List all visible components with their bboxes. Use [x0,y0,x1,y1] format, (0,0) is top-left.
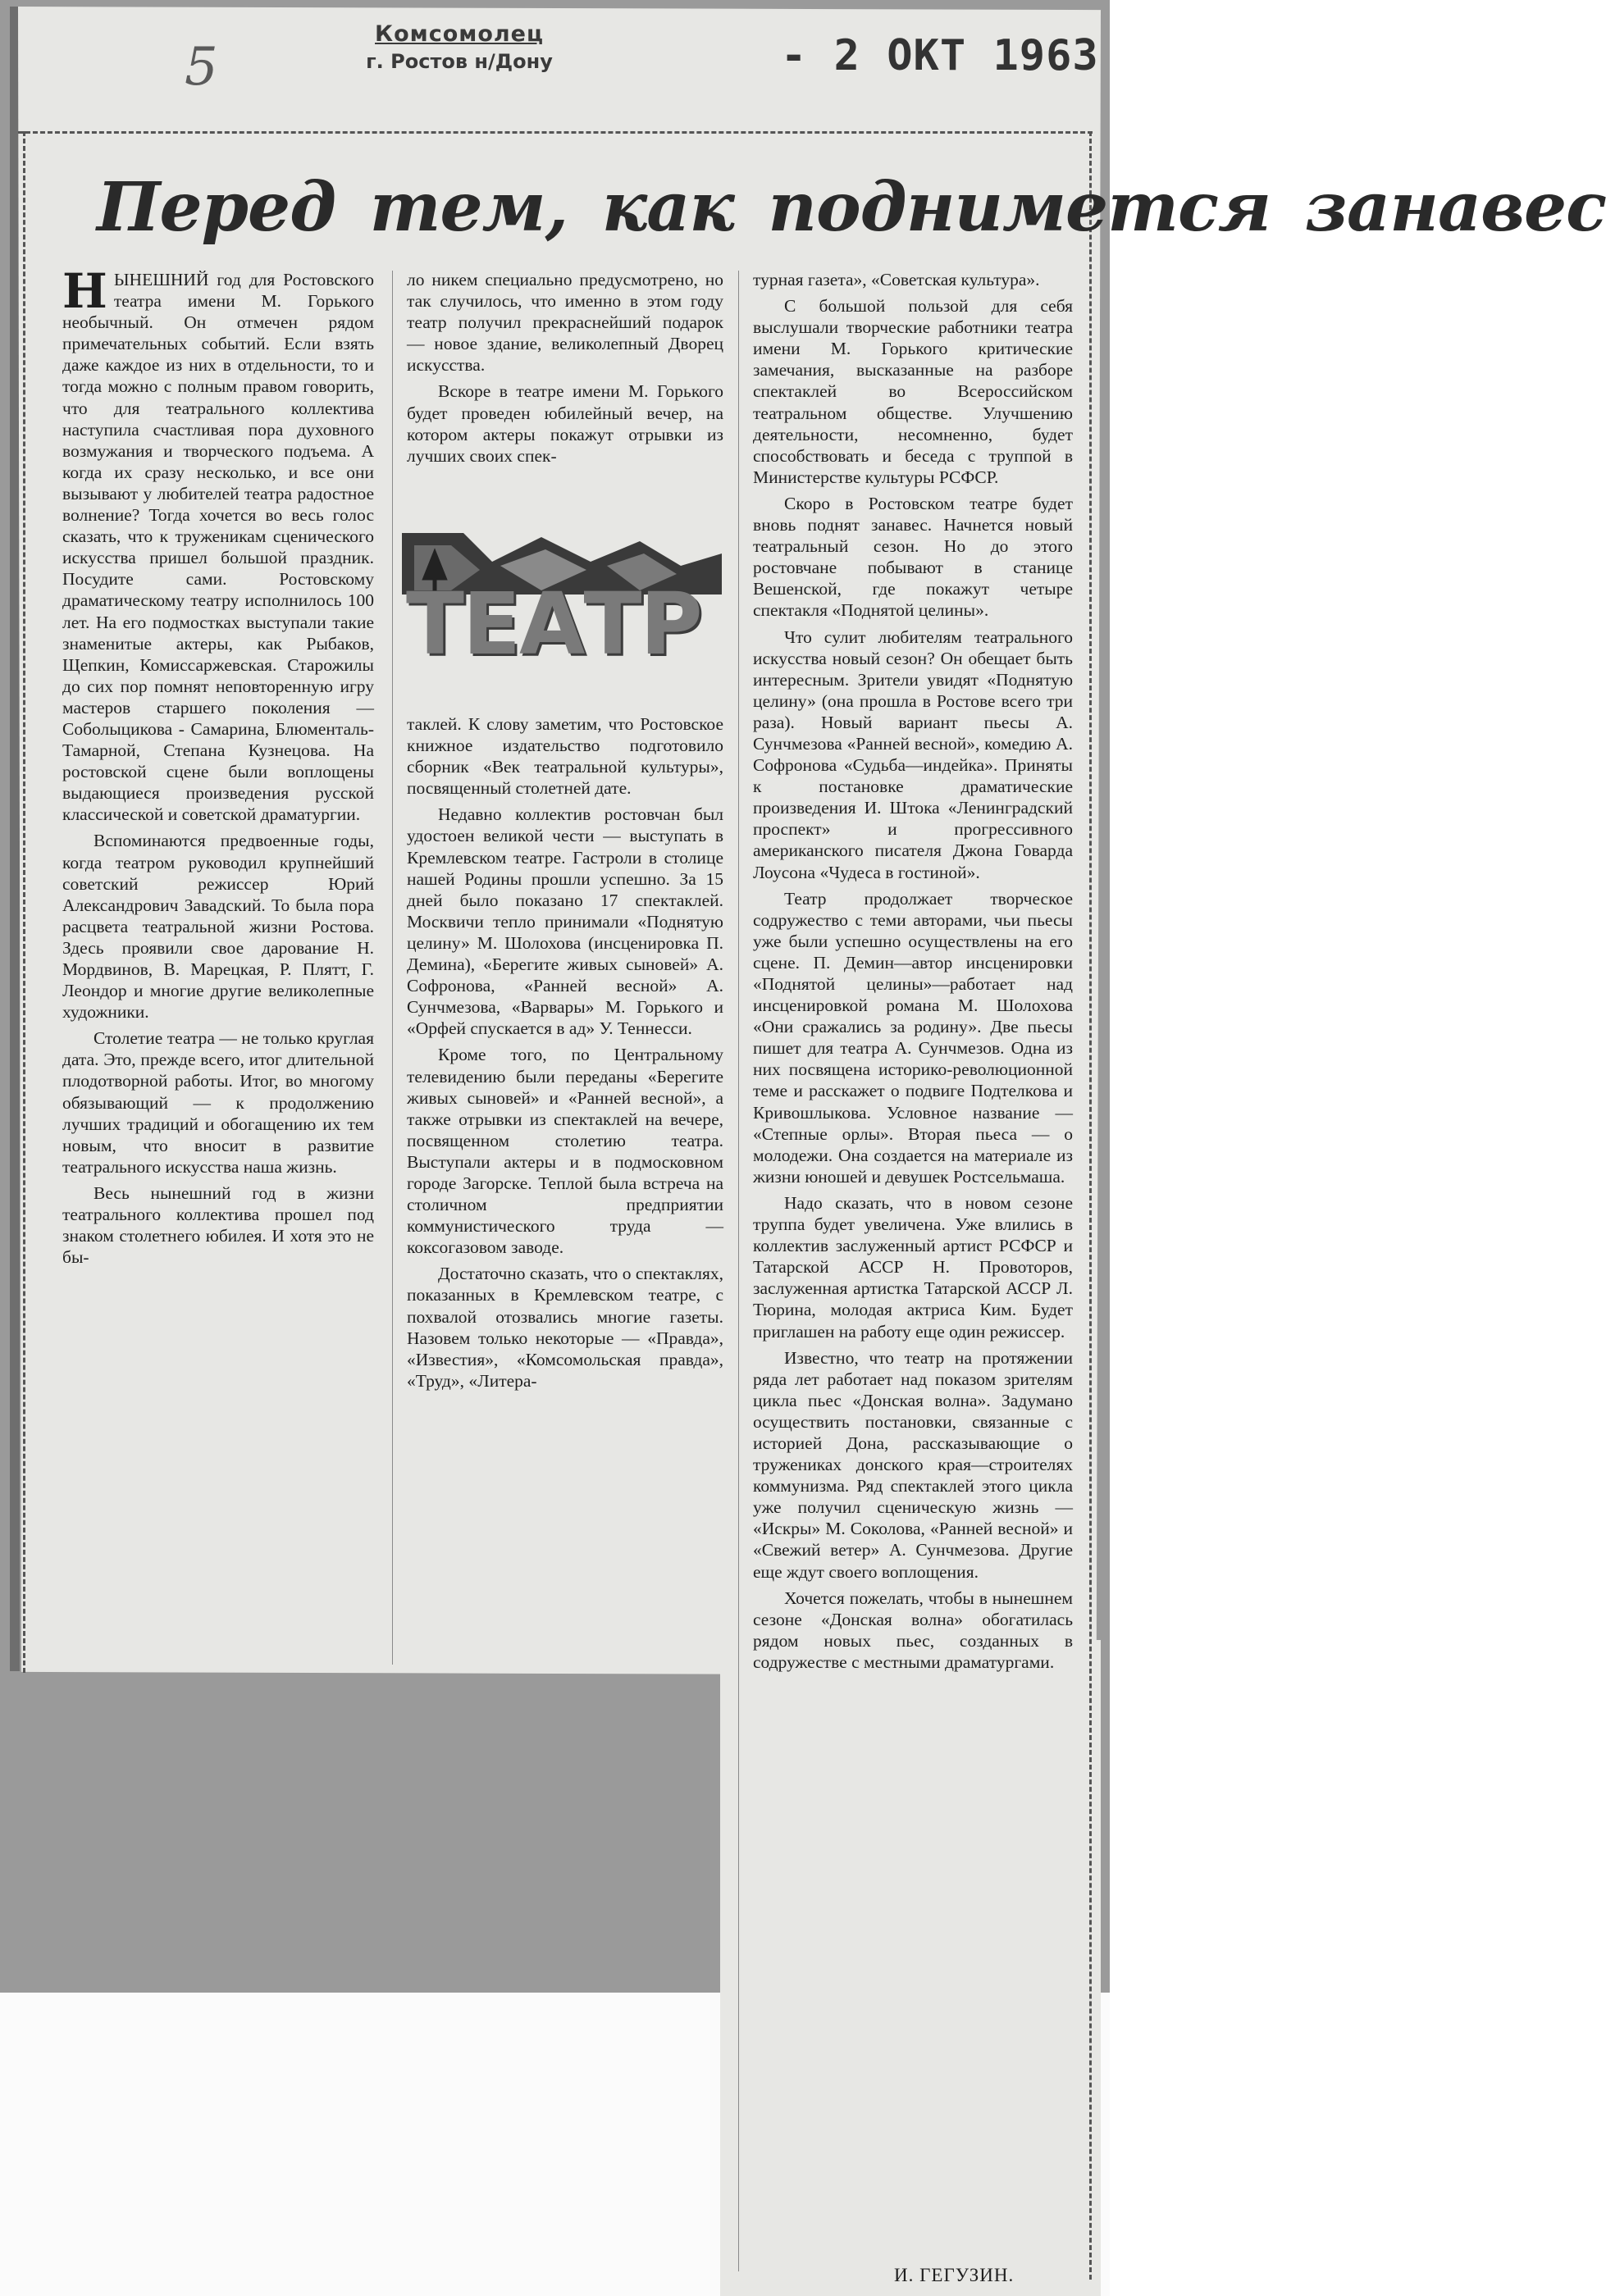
newspaper-name: Комсомолец [375,21,544,47]
cut-line-left [23,131,25,1673]
paragraph: Хочется пожелать, чтобы в нынешнем сезоне «Донская волна» обогатилась рядом новых пьес, созданных в содружестве с местными драматургами. [753,1588,1073,1672]
article-title: Перед тем, как поднимется занавес [97,168,1606,247]
paragraph: Известно, что театр на протяжении ряда лет работает над показом зрителям цикла пьес «Донская волна». Задумано осуществить постановки, связанные с историей Дона, рассказывающие о тружениках донского края—строителях коммунизма. Ряд спектаклей этого цикла уже получил сценическую жизнь — «Искры» М. Соколова, «Ранней весной» и «Свежий ветер» А. Сунчмезова. Другие еще ждут своего воплощения. [753,1347,1073,1582]
paragraph: Вскоре в театре имени М. Горького будет проведен юбилейный вечер, на котором актеры покажут отрывки из лучших своих спек- [407,381,723,466]
paragraph: НЫНЕШНИЙ год для Ростовского театра имени М. Горького необычный. Он отмечен рядом примечательных событий. Если взять даже каждое из них в отдельности, то и тогда можно с полным правом говорить, что для театрального коллектива наступила счастливая пора духовного возмужания и творческого подъема. А когда их сразу несколько, и все они вызывают у любителей театра радостное волнение? Тогда хочется во весь голос сказать, что к труженикам сценического искусства пришел большой праздник. Посудите сами. Ростовскому драматическому театру исполнилось 100 лет. На его подмостках выступали такие знаменитые актеры, как Рыбаков, Щепкин, Комиссаржевская. Старожилы до сих пор помнят неповторенную игру мастеров старшего поколения — Соболыцикова - Самарина, Блюменталь-Тамарной, Степана Кузнецова. На ростовской сцене были воплощены выдающиеся произведения русской классической и советской драматургии. [62,263,374,825]
paragraph: Достаточно сказать, что о спектаклях, показанных в Кремлевском театре, с похвалой отозвались многие газеты. Назовем только некоторые — «Правда», «Известия», «Комсомольская правда», «Труд», «Литера- [407,1264,723,1391]
newspaper-stamp [328,21,591,73]
paragraph: Столетие театра — не только круглая дата. Это, прежде всего, итог длительной плодотворной работы. Итог, во многому обязывающий — к продолжению лучших традиций и обогащению их тем новым, что вносит в развитие театрального искусства наша жизнь. [62,1028,374,1177]
dropcap: Н [62,263,107,319]
paragraph: турная газета», «Советская культура». [753,270,1040,289]
paragraph: С большой пользой для себя выслушали творческие работники театра имени М. Горького критические замечания, высказанные на разборе спектаклей во Всероссийском театральном обществе. Улучшению деятельности, несомненно, будет способствовать и беседа с труппой в Министерстве культуры РСФСР. [753,296,1073,487]
paragraph: Вспоминаются предвоенные годы, когда театром руководил крупнейший советский режиссер Юрий Александрович Завадский. То была пора расцвета театральной жизни Ростова. Здесь проявили свое дарование Н. Мордвинов, В. Марецкая, Р. Плятт, Г. Леондор и многие другие великолепные художники. [62,831,374,1023]
column-rule-1 [392,271,393,1665]
newspaper-city: г. Ростов н/Дону [366,50,553,73]
handwritten-page-number: 5 [185,37,218,98]
paragraph: Надо сказать, что в новом сезоне труппа будет увеличена. Уже влились в коллектив заслуженный артист РСФСР и Татарской АССР Н. Провоторов, заслуженная артистка Татарской АССР Л. Тюрина, молодая актриса Ким. Будет приглашен на работу еще один режиссер. [753,1192,1073,1342]
paragraph: Скоро в Ростовском театре будет вновь поднят занавес. Начнется новый театральный сезон. Но до этого ростовчане побывают в станице Вешенской, где покажут четыре спектакля «Поднятой целины». [753,493,1073,621]
author-signature: И. ГЕГУЗИН. [894,2265,1015,2285]
paragraph: Весь нынешний год в жизни театрального коллектива прошел под знаком столетнего юбилея. И хотя это не бы- [62,1182,374,1268]
article-column-1 [62,263,374,1268]
paper-edge-shadow [10,7,20,1671]
article-column-2-bottom [407,713,723,1392]
paragraph: ло никем специально предусмотрено, но так случилось, что именно в этом году театр получил прекраснейший подарок — новое здание, великолепный Дворец искусства. [407,270,723,376]
clipping-right-strip [720,1640,1101,2296]
paragraph: Театр продолжает творческое содружество с теми авторами, чьи пьесы уже были успешно осуществлены на его сцене. П. Демин—автор инсценировки «Поднятой целины»—работает над инсценировкой романа М. Шолохова «Они сражались за родину». Две пьесы пишет для театра А. Сунчмезов. Одна из них посвящена историко-революционной теме и расскажет о подвиге Подтелкова и Кривошлыкова. Условное название — «Степные орлы». Вторая пьеса — о молодежи. Она создается на материале из жизни юношей и девушек Ростсельмаша. [753,888,1073,1187]
paragraph: Что сулит любителям театрального искусства новый сезон? Он обещает быть интересным. Зрители увидят «Поднятую целину» (она прошла в Ростове всего три раза). Новый вариант пьесы А. Сунчмезова «Ранней весной», комедию А. Софронова «Судьба—индейка». Приняты к постановке драматические произведения И. Штока «Ленинградский проспект» и прогрессивного американского писателя Джона Говарда Лоусона «Чудеса в гостиной». [753,626,1073,882]
date-stamp: - 2 ОКТ 1963 [781,31,1099,80]
column-rule-2 [738,271,739,2271]
teatr-lettering: ТЕАТР [406,574,701,674]
cut-line-right [1089,131,1092,2280]
paragraph: Недавно коллектив ростовчан был удостоен великой чести — выступать в Кремлевском театре. Гастроли в столице нашей Родины прошли успешно. За 15 дней было показано 17 спектаклей. Москвичи тепло принимали «Поднятую целину» М. Шолохова (инсценировка П. Демина), «Берегите живых сыновей» А. Софронова, «Ранней весной» А. Сунчмезова, «Варвары» М. Горького и «Орфей спускается в ад» У. Теннесси. [407,804,723,1039]
paragraph: таклей. К слову заметим, что Ростовское книжное издательство подготовило сборник «Век театральной культуры», посвященный столетней дате. [407,714,723,799]
article-column-3 [753,269,1073,1673]
article-column-2-top [407,269,723,467]
paragraph: Кроме того, по Центральному телевидению были переданы «Берегите живых сыновей» и «Ранней весной», а также отрывки из спектаклей на вечере, посвященном столетию театра. Выступали актеры и в подмосковном городе Загорске. Теплой была встреча на столичном предприятии коммунистического труда — коксогазовом заводе. [407,1045,723,1258]
cut-line-top [18,131,1093,134]
